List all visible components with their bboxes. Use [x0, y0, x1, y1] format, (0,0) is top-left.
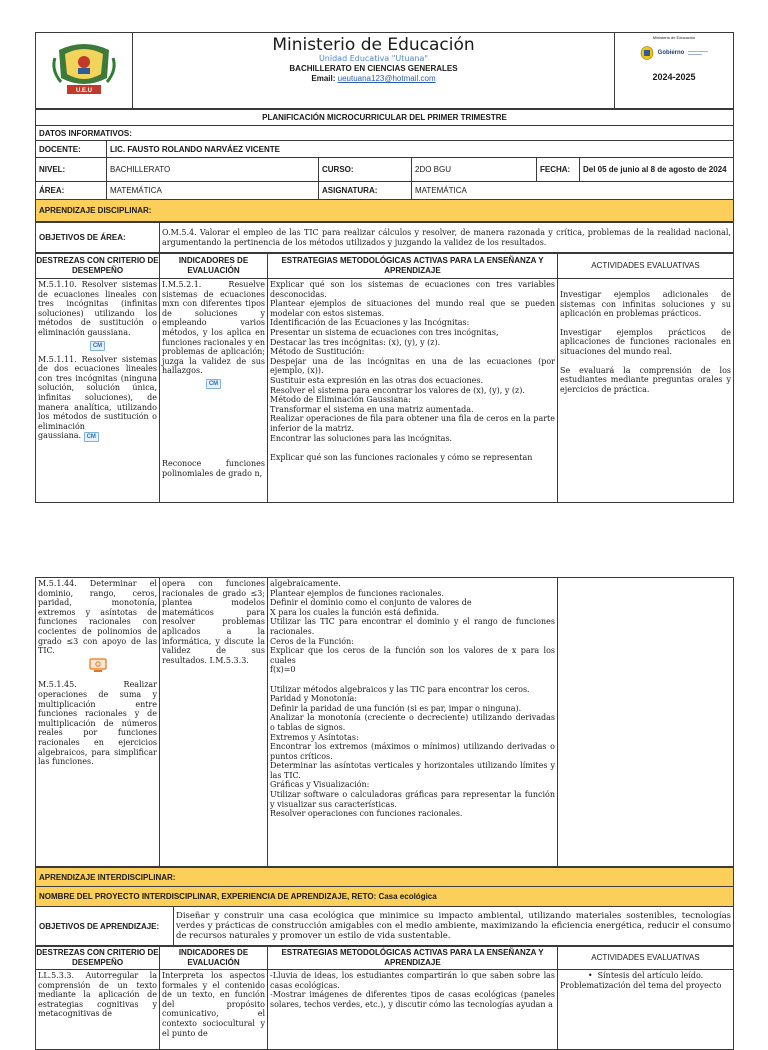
disciplinar-continuation-table: [35, 577, 734, 867]
estrategia-line: Paridad y Monotonía:: [270, 694, 357, 704]
col-estrategias: ESTRATEGIAS METODOLÓGICAS ACTIVAS PARA LA ENSEÑANZA Y APRENDIZAJE: [268, 254, 558, 279]
area-label: ÁREA:: [36, 182, 107, 200]
disciplinar-content-table: [35, 253, 734, 503]
estrategia-line: Transformar el sistema en una matriz aumentada.: [270, 404, 474, 414]
estrategia-line: Definir la paridad de una función (si es par, impar o ninguna).: [270, 703, 522, 713]
email-line: [133, 74, 614, 84]
nivel-label: NIVEL:: [36, 158, 107, 182]
col-indicadores: INDICADORES DE EVALUACIÓN: [160, 254, 268, 279]
estrategia-line: Sustituir esta expresión en las otras dos ecuaciones.: [270, 375, 484, 385]
interdisciplinar-table: [35, 867, 734, 946]
actividad-3: Se evaluará la comprensión de los estudiantes mediante preguntas orales y ejercicios de práctica.: [560, 365, 731, 394]
estrategia-lluvia-ideas: -Lluvia de ideas, los estudiantes compartirán lo que saben sobre las casas ecológicas.: [270, 971, 555, 990]
estrategia-line: Método de Sustitución:: [270, 347, 365, 357]
actividad-2: Investigar ejemplos prácticos de aplicaciones de funciones racionales en situaciones del mundo real.: [560, 327, 731, 356]
actividades-cell-3: [558, 970, 734, 1050]
estrategia-line: Resolver el sistema para encontrar los valores de (x), (y), y (z).: [270, 385, 525, 395]
estrategia-line: Explicar qué son los sistemas de ecuaciones con tres variables desconocidas.: [270, 280, 555, 299]
objetivos-area-label: OBJETIVOS DE ÁREA:: [36, 223, 160, 253]
document-page-1: [35, 32, 733, 512]
email-label: Email:: [311, 74, 336, 83]
ministry-title: Ministerio de Educación: [272, 35, 475, 55]
estrategia-line: [270, 443, 555, 453]
estrategia-line: Destacar las tres incógnitas: (x), (y), y (z).: [270, 337, 441, 347]
actividades-cell: [558, 279, 734, 503]
estrategia-line: Explicar qué son las funciones racionales y cómo se representan: [270, 452, 533, 462]
destreza-m-5-1-44: M.5.1.44. Determinar el dominio, rango, ceros, paridad, monotonía, extremos y asíntotas de funciones racionales con cocientes de polinomios de grado ≤3 con apoyo de las TIC.: [38, 579, 157, 656]
area-value: MATEMÁTICA: [107, 182, 319, 200]
estrategia-line: Encontrar las soluciones para las incógnitas.: [270, 433, 453, 443]
asignatura-value: MATEMÁTICA: [412, 182, 734, 200]
cm-icon: CM: [206, 379, 221, 389]
col-destrezas: DESTREZAS CON CRITERIO DE DESEMPEÑO: [36, 254, 160, 279]
estrategia-imagenes: -Mostrar imágenes de diferentes tipos de casas ecológicas (paneles solares, techos verdes, etc.), y discutir cómo las tecnologías ayudan a: [270, 990, 555, 1009]
ministry-heading-cell: [133, 33, 615, 109]
school-year: 2024-2025: [652, 72, 696, 82]
fecha-value: Del 05 de junio al 8 de agosto de 2024: [580, 158, 734, 182]
gov-logos: [615, 46, 733, 60]
destreza-m-5-1-11: M.5.1.11. Resolver sistemas de dos ecuaciones lineales con tres incógnitas (ninguna solución, solución única, infinitas soluciones), de manera analítica, utilizando los métodos de sustitución o eliminación: [38, 354, 157, 431]
government-cell: [615, 33, 734, 109]
estrategia-line: [270, 675, 555, 685]
estrategia-line: Explicar que los ceros de la función son los valores de x para los cuales: [270, 646, 555, 665]
docente-label: DOCENTE:: [36, 141, 107, 158]
gov-ministry-small: Ministerio de Educación: [652, 35, 696, 40]
curso-label: CURSO:: [319, 158, 412, 182]
school-shield-logo: [49, 38, 119, 100]
aprendizaje-disciplinar-label: APRENDIZAJE DISCIPLINAR:: [36, 200, 734, 222]
nivel-value: BACHILLERATO: [107, 158, 319, 182]
estrategias-list: [270, 280, 555, 462]
planning-title: PLANIFICACIÓN MICROCURRICULAR DEL PRIMER TRIMESTRE: [36, 110, 734, 126]
datos-informativos: DATOS INFORMATIVOS:: [36, 126, 734, 141]
fecha-label: FECHA:: [537, 158, 580, 182]
email-link[interactable]: ueutuana123@hotmail.com: [337, 74, 436, 83]
logo-caption: U.E.U: [75, 87, 93, 94]
program-name: BACHILLERATO EN CIENCIAS GENERALES: [289, 64, 458, 73]
col-destrezas-2: DESTREZAS CON CRITERIO DE DESEMPEÑO: [36, 947, 160, 970]
estrategia-line: Método de Eliminación Gaussiana:: [270, 395, 411, 405]
estrategia-line: Definir el dominio como el conjunto de valores de: [270, 598, 472, 608]
gov-slogan-icon: [688, 49, 708, 57]
actividad-sintesis: • Síntesis del artículo leído.: [587, 971, 704, 980]
computer-icon: [89, 658, 107, 674]
objetivos-aprendizaje-label: OBJETIVOS DE APRENDIZAJE:: [36, 907, 174, 946]
ecuador-coat-of-arms-icon: [640, 46, 654, 60]
school-logo-cell: [36, 33, 133, 109]
docente-value: LIC. FAUSTO ROLANDO NARVÁEZ VICENTE: [107, 141, 734, 158]
cm-icon: CM: [90, 341, 105, 351]
header-table: [35, 32, 734, 109]
objetivos-area-text: O.M.5.4. Valorar el empleo de las TIC para realizar cálculos y resolver, de manera razonada y crítica, problemas de la realidad nacional, argumentando la pertinencia de los métodos utilizados y juzgando la validez de los resultados.: [160, 223, 734, 253]
estrategia-line: Utilizar software o calculadoras gráficas para representar la función y visualizar sus características.: [270, 790, 555, 809]
proyecto-nombre: NOMBRE DEL PROYECTO INTERDISCIPLINAR, EXPERIENCIA DE APRENDIZAJE, RETO: Casa ecológica: [36, 887, 734, 907]
destreza-m-5-1-10: M.5.1.10. Resolver sistemas de ecuaciones lineales con tres incógnitas (infinitas soluciones) utilizando los métodos de sustitución o eliminación gaussiana.: [38, 280, 157, 337]
interdisciplinar-content-table: [35, 946, 734, 1050]
estrategia-line: f(x)=0: [270, 665, 296, 675]
estrategia-line: Plantear ejemplos de situaciones del mundo real que se pueden modelar con estos sistemas.: [270, 299, 555, 318]
document-page-2: [35, 577, 733, 1038]
indicador-i-m-5-2-1: I.M.5.2.1. Resuelve sistemas de ecuaciones mxn con diferentes tipos de soluciones y empleando varios métodos, y los aplica en funciones racionales y en problemas de aplicación; juzga la validez de sus hallazgos.: [162, 280, 265, 376]
estrategia-line: X para los cuales la función está definida.: [270, 607, 440, 617]
actividad-sintesis-text: Síntesis del artículo leído.: [597, 971, 704, 980]
estrategia-line: Ceros de la Función:: [270, 636, 354, 646]
actividad-problematizacion: Problematización del tema del proyecto: [560, 980, 722, 990]
estrategia-line: Plantear ejemplos de funciones racionales.: [270, 588, 444, 598]
estrategia-line: Gráficas y Visualización:: [270, 780, 370, 790]
destrezas-cell-3: LL.5.3.3. Autorregular la comprensión de un texto mediante la aplicación de estrategias cognitivas y metacognitivas de: [36, 970, 160, 1050]
estrategia-line: Despejar una de las incógnitas en una de las ecuaciones (por ejemplo, (x)).: [270, 356, 555, 376]
objetivos-aprendizaje-text: Diseñar y construir una casa ecológica que minimice su impacto ambiental, utilizando materiales sostenibles, tecnologías verdes y prácticas de construcción amigables con el medio ambiente, maximizando la eficiencia energética, reducir el consumo de recursos naturales y promover un estilo de vida sustentable.: [174, 907, 734, 946]
estrategia-line: Resolver operaciones con funciones racionales.: [270, 809, 463, 819]
estrategias-cell-3: [268, 970, 558, 1050]
estrategias-cell-2: [268, 578, 558, 867]
actividad-1: Investigar ejemplos adicionales de sistemas con infinitas soluciones y su aplicación en problemas prácticos.: [560, 290, 731, 319]
col-estrategias-2: ESTRATEGIAS METODOLÓGICAS ACTIVAS PARA LA ENSEÑANZA Y APRENDIZAJE: [268, 947, 558, 970]
curso-value: 2DO BGU: [412, 158, 537, 182]
estrategia-line: Encontrar los extremos (máximos o mínimos) utilizando derivadas o puntos críticos.: [270, 742, 555, 761]
asignatura-label: ASIGNATURA:: [319, 182, 412, 200]
estrategia-line: Analizar la monotonía (creciente o decreciente) utilizando derivadas o tablas de signos.: [270, 713, 555, 732]
aprendizaje-interdisciplinar-label: APRENDIZAJE INTERDISCIPLINAR:: [36, 868, 734, 887]
estrategia-line: Extremos y Asíntotas:: [270, 732, 359, 742]
computer-icon-wrap: [38, 658, 157, 677]
col-actividades: ACTIVIDADES EVALUATIVAS: [558, 254, 734, 279]
destreza-m-5-1-45: M.5.1.45. Realizar operaciones de suma y multiplicación entre funciones racionales y de multiplicación de números reales por funciones racionales en ejercicios algebraicos, para simplificar las funciones.: [38, 680, 157, 767]
actividades-cell-2: [558, 578, 734, 867]
col-actividades-2: ACTIVIDADES EVALUATIVAS: [558, 947, 734, 970]
indicadores-cell: [160, 279, 268, 503]
destrezas-cell-2: [36, 578, 160, 867]
destreza-end-text: gaussiana.: [38, 431, 82, 441]
estrategia-line: Realizar operaciones de fila para obtener una fila de ceros en la parte inferior de la matriz.: [270, 414, 555, 433]
estrategias-list-2: [270, 579, 555, 819]
destrezas-cell: [36, 279, 160, 503]
estrategia-line: Identificación de las Ecuaciones y las Incógnitas:: [270, 318, 470, 328]
estrategias-cell: [268, 279, 558, 503]
destreza-m-5-1-11-end: [38, 431, 157, 442]
planning-info-table: [35, 109, 734, 222]
estrategia-line: Utilizar las TIC para encontrar el dominio y el rango de funciones racionales.: [270, 617, 555, 636]
indicador-funciones-polinomiales: Reconoce funciones polinomiales de grado n,: [162, 458, 265, 478]
gov-brand: Gobierno: [657, 50, 685, 56]
indicadores-cell-2: [160, 578, 268, 867]
estrategia-line: algebraicamente.: [270, 579, 341, 588]
estrategia-line: Utilizar métodos algebraicos y las TIC para encontrar los ceros.: [270, 684, 530, 694]
col-indicadores-2: INDICADORES DE EVALUACIÓN: [160, 947, 268, 970]
indicadores-cell-3: Interpreta los aspectos formales y el contenido de un texto, en función del propósito comunicativo, el contexto sociocultural y el punto de: [160, 970, 268, 1050]
estrategia-line: Presentar un sistema de ecuaciones con tres incógnitas,: [270, 327, 499, 337]
objetivos-area-table: [35, 222, 734, 253]
indicador-i-m-5-3-3: opera con funciones racionales de grado ≤3; plantea modelos matemáticos para resolver problemas aplicados a la informática, y discute la validez de sus resultados. I.M.5.3.3.: [162, 579, 265, 665]
school-name: Unidad Educativa "Utuana": [318, 54, 429, 63]
estrategia-line: Determinar las asíntotas verticales y horizontales utilizando límites y las TIC.: [270, 761, 555, 780]
cm-icon: CM: [84, 432, 99, 442]
